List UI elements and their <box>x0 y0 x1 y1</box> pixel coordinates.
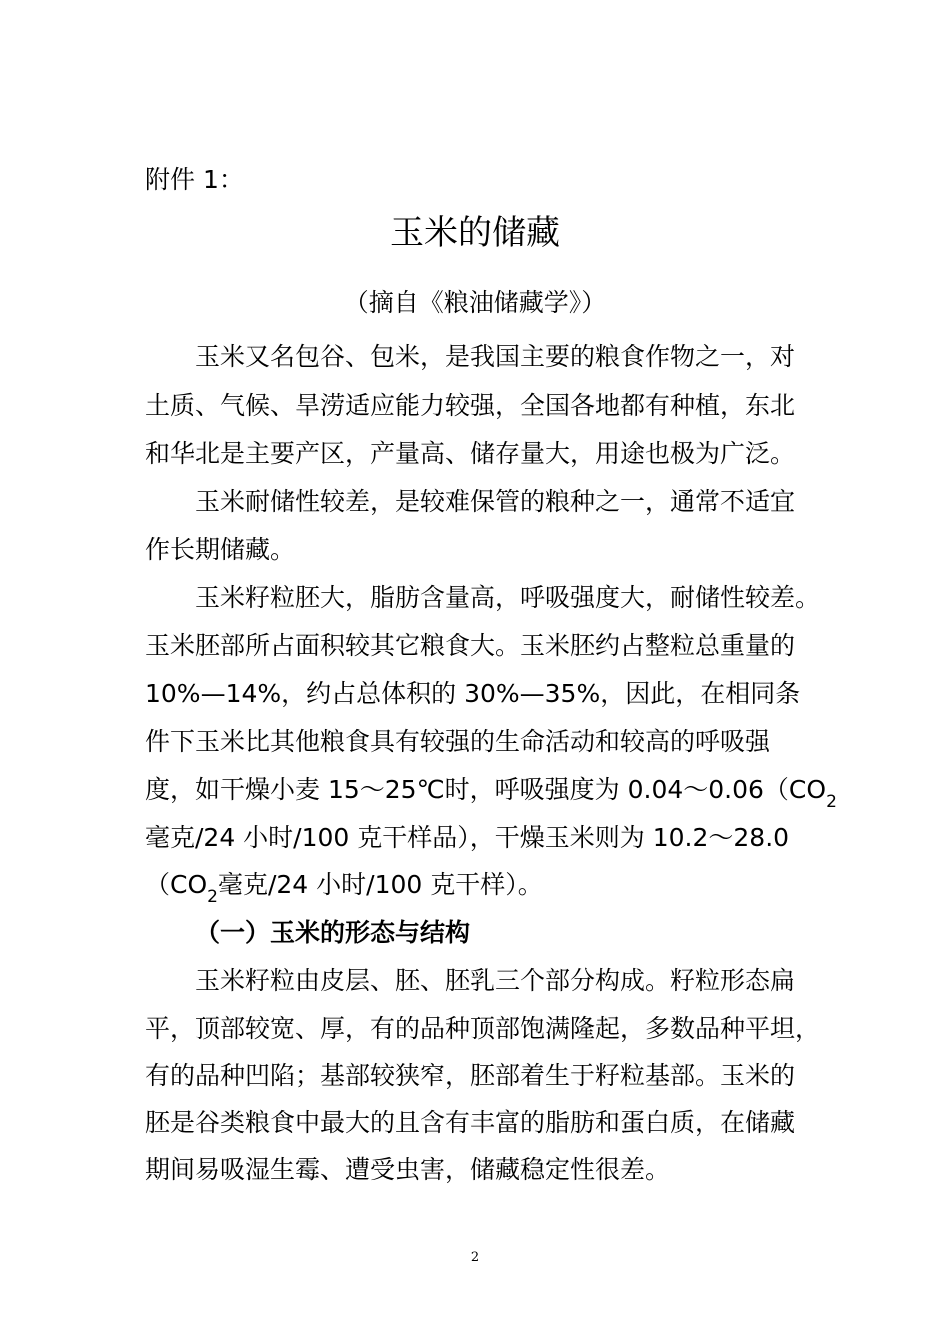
paragraph-line: 和华北是主要产区，产量高、储存量大，用途也极为广泛。 <box>145 439 796 468</box>
paragraph-line: 有的品种凹陷；基部较狭窄，胚部着生于籽粒基部。玉米的 <box>145 1061 796 1090</box>
paragraph-line: 玉米又名包谷、包米，是我国主要的粮食作物之一，对 <box>195 342 796 371</box>
text-run: 毫克/24 小时/100 克干样）。 <box>217 870 543 899</box>
paragraph-line: 平，顶部较宽、厚，有的品种顶部饱满隆起，多数品种平坦， <box>145 1014 821 1043</box>
text-run: （CO <box>145 870 208 899</box>
paragraph-line: 胚是谷类粮食中最大的且含有丰富的脂肪和蛋白质，在储藏 <box>145 1108 796 1137</box>
paragraph-line: 土质、气候、旱涝适应能力较强，全国各地都有种植，东北 <box>145 391 796 420</box>
paragraph-line: 作长期储藏。 <box>145 535 296 564</box>
paragraph-line: 玉米胚部所占面积较其它粮食大。玉米胚约占整粒总重量的 <box>145 631 796 660</box>
subscript: 2 <box>207 887 218 907</box>
source-note: （摘自《粮油储藏学》） <box>343 288 607 317</box>
paragraph-line: 毫克/24 小时/100 克干样品），干燥玉米则为 10.2～28.0 <box>145 823 790 852</box>
section-heading: （一）玉米的形态与结构 <box>195 918 471 947</box>
paragraph-line: 玉米耐储性较差，是较难保管的粮种之一，通常不适宜 <box>195 487 796 516</box>
text-run: 度，如干燥小麦 15～25℃时，呼吸强度为 0.04～0.06（CO <box>145 775 827 804</box>
document-title: 玉米的储藏 <box>390 213 560 253</box>
paragraph-line <box>145 870 835 907</box>
annex-label: 附件 1： <box>145 165 244 194</box>
paragraph-line: 件下玉米比其他粮食具有较强的生命活动和较高的呼吸强 <box>145 727 771 756</box>
page-number: 2 <box>470 1250 480 1265</box>
paragraph-line: 玉米籽粒胚大，脂肪含量高，呼吸强度大，耐储性较差。 <box>195 583 821 612</box>
paragraph-line: 玉米籽粒由皮层、胚、胚乳三个部分构成。籽粒形态扁 <box>195 966 796 995</box>
paragraph-line <box>145 775 837 812</box>
paragraph-line: 期间易吸湿生霉、遭受虫害，储藏稳定性很差。 <box>145 1155 671 1184</box>
paragraph-line: 10%—14%，约占总体积的 30%—35%，因此，在相同条 <box>145 679 801 708</box>
subscript: 2 <box>826 792 837 812</box>
